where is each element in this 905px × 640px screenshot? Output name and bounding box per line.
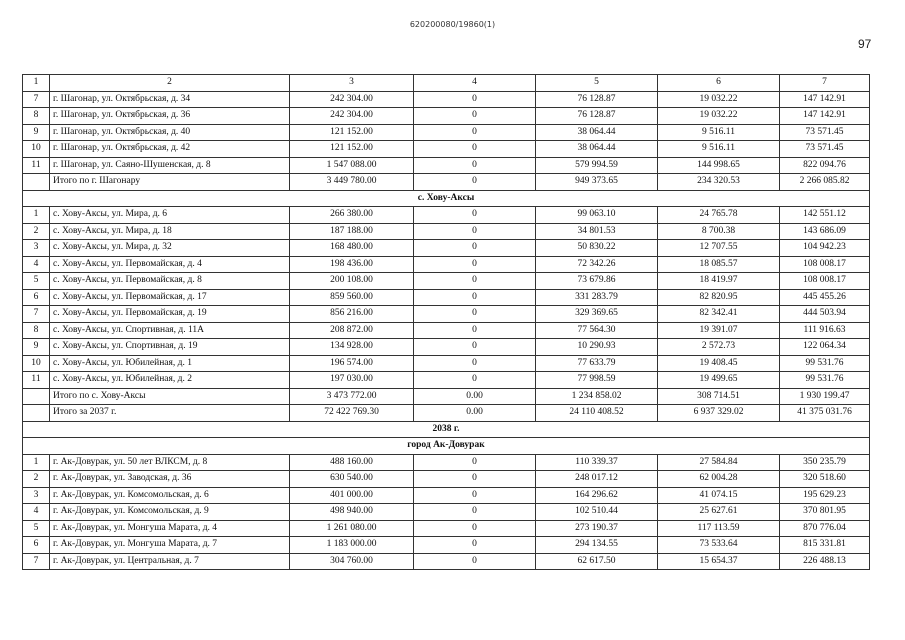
value-cell: 187 188.00 <box>290 223 414 240</box>
value-cell: 0 <box>414 174 536 191</box>
value-cell: 0.00 <box>414 405 536 422</box>
row-number-cell: 8 <box>23 322 50 339</box>
value-cell: 822 094.76 <box>780 157 870 174</box>
section-row <box>23 438 870 455</box>
address-cell: г. Ак-Довурак, ул. Заводская, д. 36 <box>50 471 290 488</box>
table-row <box>23 339 870 356</box>
value-cell: 0 <box>414 306 536 323</box>
value-cell: 3 473 772.00 <box>290 388 414 405</box>
row-number-cell: 7 <box>23 306 50 323</box>
value-cell: 208 872.00 <box>290 322 414 339</box>
header-cell: 1 <box>23 75 50 92</box>
value-cell: 815 331.81 <box>780 537 870 554</box>
value-cell: 62 617.50 <box>536 553 658 570</box>
value-cell: 111 916.63 <box>780 322 870 339</box>
value-cell: 488 160.00 <box>290 454 414 471</box>
row-number-cell: 1 <box>23 454 50 471</box>
value-cell: 856 216.00 <box>290 306 414 323</box>
address-cell: с. Хову-Аксы, ул. Первомайская, д. 19 <box>50 306 290 323</box>
value-cell: 0 <box>414 223 536 240</box>
row-number-cell: 5 <box>23 273 50 290</box>
value-cell: 401 000.00 <box>290 487 414 504</box>
value-cell: 0 <box>414 553 536 570</box>
value-cell: 859 560.00 <box>290 289 414 306</box>
value-cell: 110 339.37 <box>536 454 658 471</box>
value-cell: 121 152.00 <box>290 141 414 158</box>
table-row <box>23 471 870 488</box>
address-cell: с. Хову-Аксы, ул. Мира, д. 18 <box>50 223 290 240</box>
value-cell: 198 436.00 <box>290 256 414 273</box>
table-row <box>23 91 870 108</box>
value-cell: 949 373.65 <box>536 174 658 191</box>
table-row <box>23 108 870 125</box>
value-cell: 0 <box>414 355 536 372</box>
value-cell: 2 266 085.82 <box>780 174 870 191</box>
value-cell: 143 686.09 <box>780 223 870 240</box>
value-cell: 226 488.13 <box>780 553 870 570</box>
row-number-cell: 5 <box>23 520 50 537</box>
value-cell: 121 152.00 <box>290 124 414 141</box>
table-row <box>23 487 870 504</box>
value-cell: 308 714.51 <box>658 388 780 405</box>
data-table <box>22 74 870 570</box>
row-number-cell: 3 <box>23 487 50 504</box>
row-number-cell: 9 <box>23 339 50 356</box>
value-cell: 77 564.30 <box>536 322 658 339</box>
row-number-cell: 10 <box>23 141 50 158</box>
row-number-cell: 2 <box>23 471 50 488</box>
page-number: 97 <box>858 37 872 51</box>
value-cell: 2 572.73 <box>658 339 780 356</box>
row-number-cell: 4 <box>23 256 50 273</box>
value-cell: 350 235.79 <box>780 454 870 471</box>
row-number-cell <box>23 388 50 405</box>
value-cell: 248 017.12 <box>536 471 658 488</box>
value-cell: 99 531.76 <box>780 355 870 372</box>
address-cell: с. Хову-Аксы, ул. Первомайская, д. 17 <box>50 289 290 306</box>
address-cell: г. Ак-Довурак, ул. Комсомольская, д. 6 <box>50 487 290 504</box>
value-cell: 168 480.00 <box>290 240 414 257</box>
value-cell: 10 290.93 <box>536 339 658 356</box>
row-number-cell: 6 <box>23 289 50 306</box>
value-cell: 73 571.45 <box>780 124 870 141</box>
value-cell: 19 391.07 <box>658 322 780 339</box>
value-cell: 498 940.00 <box>290 504 414 521</box>
table-row <box>23 240 870 257</box>
value-cell: 1 183 000.00 <box>290 537 414 554</box>
value-cell: 18 085.57 <box>658 256 780 273</box>
value-cell: 104 942.23 <box>780 240 870 257</box>
address-cell: г. Ак-Довурак, ул. Монгуша Марата, д. 4 <box>50 520 290 537</box>
value-cell: 331 283.79 <box>536 289 658 306</box>
table-row <box>23 174 870 191</box>
value-cell: 122 064.34 <box>780 339 870 356</box>
row-number-cell: 1 <box>23 207 50 224</box>
address-cell: с. Хову-Аксы, ул. Мира, д. 6 <box>50 207 290 224</box>
value-cell: 0 <box>414 372 536 389</box>
value-cell: 73 571.45 <box>780 141 870 158</box>
value-cell: 0 <box>414 537 536 554</box>
value-cell: 0 <box>414 471 536 488</box>
value-cell: 164 296.62 <box>536 487 658 504</box>
table-row <box>23 207 870 224</box>
address-cell: г. Ак-Довурак, ул. Центральная, д. 7 <box>50 553 290 570</box>
row-number-cell: 6 <box>23 537 50 554</box>
value-cell: 0 <box>414 124 536 141</box>
address-cell: г. Шагонар, ул. Октябрьская, д. 36 <box>50 108 290 125</box>
row-number-cell <box>23 174 50 191</box>
value-cell: 76 128.87 <box>536 108 658 125</box>
address-cell: Итого по г. Шагонару <box>50 174 290 191</box>
value-cell: 0 <box>414 322 536 339</box>
value-cell: 19 032.22 <box>658 108 780 125</box>
table-row <box>23 520 870 537</box>
value-cell: 294 134.55 <box>536 537 658 554</box>
table-body <box>23 75 870 570</box>
address-cell: г. Ак-Довурак, ул. Комсомольская, д. 9 <box>50 504 290 521</box>
header-cell: 7 <box>780 75 870 92</box>
value-cell: 82 820.95 <box>658 289 780 306</box>
value-cell: 108 008.17 <box>780 273 870 290</box>
address-cell: с. Хову-Аксы, ул. Первомайская, д. 4 <box>50 256 290 273</box>
value-cell: 444 503.94 <box>780 306 870 323</box>
table-row <box>23 322 870 339</box>
value-cell: 242 304.00 <box>290 91 414 108</box>
value-cell: 12 707.55 <box>658 240 780 257</box>
address-cell: г. Ак-Довурак, ул. Монгуша Марата, д. 7 <box>50 537 290 554</box>
section-row <box>23 190 870 207</box>
value-cell: 102 510.44 <box>536 504 658 521</box>
value-cell: 0 <box>414 157 536 174</box>
value-cell: 234 320.53 <box>658 174 780 191</box>
value-cell: 99 063.10 <box>536 207 658 224</box>
address-cell: г. Ак-Довурак, ул. 50 лет ВЛКСМ, д. 8 <box>50 454 290 471</box>
address-cell: с. Хову-Аксы, ул. Юбилейная, д. 1 <box>50 355 290 372</box>
value-cell: 41 074.15 <box>658 487 780 504</box>
header-row <box>23 75 870 92</box>
value-cell: 1 234 858.02 <box>536 388 658 405</box>
value-cell: 34 801.53 <box>536 223 658 240</box>
value-cell: 50 830.22 <box>536 240 658 257</box>
section-title: 2038 г. <box>23 421 870 438</box>
table-row <box>23 256 870 273</box>
value-cell: 38 064.44 <box>536 141 658 158</box>
value-cell: 147 142.91 <box>780 108 870 125</box>
address-cell: г. Шагонар, ул. Саяно-Шушенская, д. 8 <box>50 157 290 174</box>
value-cell: 18 419.97 <box>658 273 780 290</box>
value-cell: 3 449 780.00 <box>290 174 414 191</box>
value-cell: 273 190.37 <box>536 520 658 537</box>
value-cell: 1 930 199.47 <box>780 388 870 405</box>
value-cell: 27 584.84 <box>658 454 780 471</box>
value-cell: 0.00 <box>414 388 536 405</box>
value-cell: 0 <box>414 339 536 356</box>
address-cell: г. Шагонар, ул. Октябрьская, д. 34 <box>50 91 290 108</box>
table-row <box>23 355 870 372</box>
value-cell: 329 369.65 <box>536 306 658 323</box>
row-number-cell: 11 <box>23 372 50 389</box>
address-cell: с. Хову-Аксы, ул. Мира, д. 32 <box>50 240 290 257</box>
address-cell: Итого за 2037 г. <box>50 405 290 422</box>
value-cell: 870 776.04 <box>780 520 870 537</box>
value-cell: 73 679.86 <box>536 273 658 290</box>
table-row <box>23 372 870 389</box>
value-cell: 304 760.00 <box>290 553 414 570</box>
table-row <box>23 553 870 570</box>
row-number-cell: 3 <box>23 240 50 257</box>
header-cell: 2 <box>50 75 290 92</box>
value-cell: 134 928.00 <box>290 339 414 356</box>
value-cell: 370 801.95 <box>780 504 870 521</box>
table-row <box>23 504 870 521</box>
row-number-cell: 2 <box>23 223 50 240</box>
value-cell: 0 <box>414 91 536 108</box>
value-cell: 24 765.78 <box>658 207 780 224</box>
value-cell: 0 <box>414 240 536 257</box>
value-cell: 1 261 080.00 <box>290 520 414 537</box>
value-cell: 108 008.17 <box>780 256 870 273</box>
section-row <box>23 421 870 438</box>
value-cell: 0 <box>414 256 536 273</box>
value-cell: 9 516.11 <box>658 124 780 141</box>
value-cell: 15 654.37 <box>658 553 780 570</box>
value-cell: 195 629.23 <box>780 487 870 504</box>
value-cell: 0 <box>414 487 536 504</box>
value-cell: 147 142.91 <box>780 91 870 108</box>
value-cell: 77 633.79 <box>536 355 658 372</box>
value-cell: 0 <box>414 454 536 471</box>
row-number-cell: 4 <box>23 504 50 521</box>
value-cell: 0 <box>414 289 536 306</box>
value-cell: 76 128.87 <box>536 91 658 108</box>
value-cell: 0 <box>414 504 536 521</box>
value-cell: 117 113.59 <box>658 520 780 537</box>
table-row <box>23 405 870 422</box>
table-row <box>23 124 870 141</box>
value-cell: 82 342.41 <box>658 306 780 323</box>
value-cell: 242 304.00 <box>290 108 414 125</box>
value-cell: 266 380.00 <box>290 207 414 224</box>
header-cell: 3 <box>290 75 414 92</box>
value-cell: 72 422 769.30 <box>290 405 414 422</box>
value-cell: 99 531.76 <box>780 372 870 389</box>
value-cell: 72 342.26 <box>536 256 658 273</box>
address-cell: г. Шагонар, ул. Октябрьская, д. 40 <box>50 124 290 141</box>
row-number-cell: 8 <box>23 108 50 125</box>
value-cell: 196 574.00 <box>290 355 414 372</box>
table-row <box>23 306 870 323</box>
value-cell: 19 499.65 <box>658 372 780 389</box>
address-cell: с. Хову-Аксы, ул. Спортивная, д. 11А <box>50 322 290 339</box>
value-cell: 0 <box>414 273 536 290</box>
row-number-cell: 7 <box>23 553 50 570</box>
address-cell: с. Хову-Аксы, ул. Первомайская, д. 8 <box>50 273 290 290</box>
value-cell: 38 064.44 <box>536 124 658 141</box>
address-cell: с. Хову-Аксы, ул. Спортивная, д. 19 <box>50 339 290 356</box>
value-cell: 0 <box>414 520 536 537</box>
address-cell: с. Хову-Аксы, ул. Юбилейная, д. 2 <box>50 372 290 389</box>
value-cell: 41 375 031.76 <box>780 405 870 422</box>
table-row <box>23 223 870 240</box>
row-number-cell: 11 <box>23 157 50 174</box>
value-cell: 142 551.12 <box>780 207 870 224</box>
value-cell: 8 700.38 <box>658 223 780 240</box>
row-number-cell: 10 <box>23 355 50 372</box>
value-cell: 200 108.00 <box>290 273 414 290</box>
table-row <box>23 537 870 554</box>
value-cell: 579 994.59 <box>536 157 658 174</box>
header-cell: 5 <box>536 75 658 92</box>
value-cell: 77 998.59 <box>536 372 658 389</box>
table-row <box>23 289 870 306</box>
value-cell: 0 <box>414 108 536 125</box>
value-cell: 19 032.22 <box>658 91 780 108</box>
value-cell: 197 030.00 <box>290 372 414 389</box>
address-cell: Итого по с. Хову-Аксы <box>50 388 290 405</box>
value-cell: 24 110 408.52 <box>536 405 658 422</box>
value-cell: 9 516.11 <box>658 141 780 158</box>
table-row <box>23 157 870 174</box>
row-number-cell <box>23 405 50 422</box>
value-cell: 1 547 088.00 <box>290 157 414 174</box>
address-cell: г. Шагонар, ул. Октябрьская, д. 42 <box>50 141 290 158</box>
header-cell: 6 <box>658 75 780 92</box>
header-cell: 4 <box>414 75 536 92</box>
value-cell: 62 004.28 <box>658 471 780 488</box>
value-cell: 144 998.65 <box>658 157 780 174</box>
value-cell: 6 937 329.02 <box>658 405 780 422</box>
value-cell: 630 540.00 <box>290 471 414 488</box>
row-number-cell: 9 <box>23 124 50 141</box>
value-cell: 73 533.64 <box>658 537 780 554</box>
table-row <box>23 273 870 290</box>
table-row <box>23 454 870 471</box>
value-cell: 0 <box>414 207 536 224</box>
section-title: город Ак-Довурак <box>23 438 870 455</box>
row-number-cell: 7 <box>23 91 50 108</box>
value-cell: 25 627.61 <box>658 504 780 521</box>
document-id: 620200080/19860(1) <box>409 20 496 29</box>
value-cell: 19 408.45 <box>658 355 780 372</box>
section-title: с. Хову-Аксы <box>23 190 870 207</box>
value-cell: 320 518.60 <box>780 471 870 488</box>
table-row <box>23 141 870 158</box>
value-cell: 0 <box>414 141 536 158</box>
table-row <box>23 388 870 405</box>
value-cell: 445 455.26 <box>780 289 870 306</box>
